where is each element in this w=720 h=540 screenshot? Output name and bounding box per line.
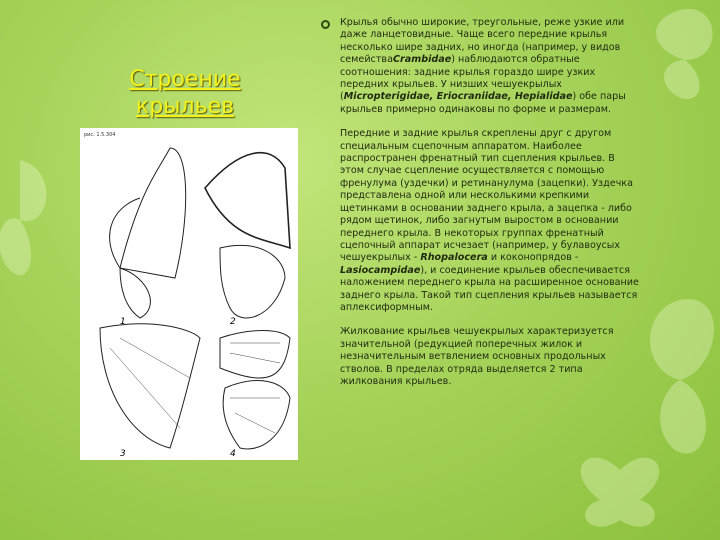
- taxon-name: Micropterigidae, Eriocraniidae, Hepialidae: [343, 91, 573, 103]
- figure-label: 4: [230, 449, 236, 459]
- taxon-name: Crambidae: [392, 54, 452, 66]
- text-span: Передние и задние крылья скреплены друг с другом специальным сцепочным аппаратом. Наиболее распространен френатный тип сцепления крыльев. В этом случае сцепление осуществляется с помощью френулума (уздечки) и ретинанулума (зацепки). Уздечка представлена одной или несколькими крепкими щетинками в основании заднего крыла, а зацепка - либо рядом щетинок, либо загнутым выростом в основании переднего крыла. В некоторых группах френатный сцепочный аппарат исчезает (например, у булавоусых чешуекрылых -: [340, 128, 633, 264]
- figure-label: 3: [120, 449, 126, 459]
- bullet-icon: [321, 20, 330, 29]
- paragraph-wing-coupling: [340, 128, 640, 314]
- text-span: Крылья обычно широкие, треугольные, реже узкие или даже ланцетовидные. Чаще всего передние крылья несколько шире задних, но иногда (например, у видов семейства: [340, 17, 625, 66]
- wing-diagram-image: [80, 128, 298, 460]
- text-span: ) наблюдаются обратные соотношения: задние крылья гораздо шире узких передних крыльев. У низших чешуекрылых (: [340, 54, 596, 103]
- text-span: и коконопрядов -: [487, 252, 579, 264]
- figure-label: 2: [230, 317, 236, 327]
- figure-caption: рис. 1.5.304: [84, 132, 116, 138]
- slide-title-link[interactable]: Строение крыльев: [129, 67, 241, 119]
- taxon-name: Rhopalocera: [420, 252, 488, 264]
- butterfly-decoration-icon: [0, 150, 60, 290]
- body-text: [340, 17, 640, 400]
- taxon-name: Lasiocampidae: [340, 264, 421, 276]
- text-span: Жилкование крыльев чешуекрылых характеризуется значительной (редукцией поперечных жилок и незначительным ветвлением основных продольных стволов. В пределах отряда выделяется 2 типа жилкования крыльев.: [340, 326, 614, 387]
- text-span: ) обе пары крыльев примерно одинаковы по форме и размерам.: [340, 91, 626, 115]
- paragraph-venation: [340, 326, 640, 388]
- butterfly-decoration-icon: [640, 0, 720, 110]
- paragraph-wing-shape: [340, 17, 640, 116]
- text-span: ), и соединение крыльев обеспечивается наложением переднего крыла на расширенное основание заднего крыла. Такой тип сцепления крыльев называется аплексиформным.: [340, 264, 639, 313]
- figure-label: 1: [120, 317, 126, 327]
- butterfly-decoration-icon: [560, 440, 680, 540]
- wing-structure-figure: [80, 128, 298, 460]
